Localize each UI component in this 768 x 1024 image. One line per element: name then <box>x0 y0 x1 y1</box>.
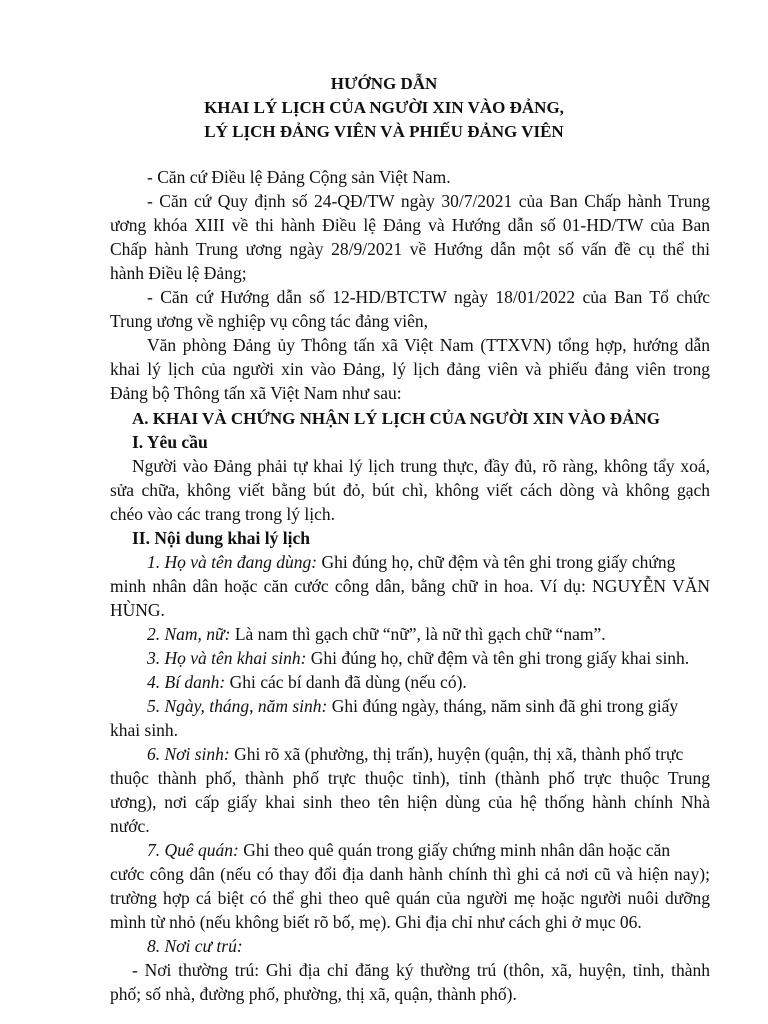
item-6-line: nước. <box>110 816 150 836</box>
item-5-text: Ghi đúng ngày, tháng, năm sinh đã ghi trong giấy <box>327 696 679 716</box>
item-6-line <box>147 742 683 766</box>
item-3-label: 3. Họ và tên khai sinh: <box>147 648 307 668</box>
item-8-label: 8. Nơi cư trú: <box>147 936 243 956</box>
item-2-line <box>147 622 606 646</box>
item-1-text: Ghi đúng họ, chữ đệm và tên ghi trong giấy chứng <box>317 552 676 572</box>
section-i-heading: I. Yêu cầu <box>132 432 208 452</box>
item-7-line <box>147 838 670 862</box>
item-4-text: Ghi các bí danh đã dùng (nếu có). <box>225 672 467 692</box>
intro-line: ương khóa XIII về thi hành Điều lệ Đảng và Hướng dẫn số 01-HD/TW của Ban <box>110 215 710 235</box>
item-6-text: Ghi rõ xã (phường, thị trấn), huyện (quận, thị xã, thành phố trực <box>229 744 684 764</box>
item-5-line: khai sinh. <box>110 720 179 740</box>
item-6-label: 6. Nơi sinh: <box>147 744 230 764</box>
item-6-line: ương), nơi cấp giấy khai sinh theo tên hiện dùng của hệ thống hành chính Nhà <box>110 792 710 812</box>
document-title-line-1: HƯỚNG DẪN <box>330 74 438 93</box>
item-1-line <box>147 550 675 574</box>
intro-line: Đảng bộ Thông tấn xã Việt Nam như sau: <box>110 383 402 403</box>
document-title-line-2: KHAI LÝ LỊCH CỦA NGƯỜI XIN VÀO ĐẢNG, <box>204 98 564 117</box>
section-ii-heading: II. Nội dung khai lý lịch <box>132 528 310 548</box>
item-4-label: 4. Bí danh: <box>147 672 226 692</box>
item-7-line: cước công dân (nếu có thay đổi địa danh hành chính thì ghi cả nơi cũ và hiện nay); <box>110 864 710 884</box>
item-7-line: trường hợp cá biệt có thể ghi theo quê quán của người mẹ hoặc người nuôi dưỡng <box>110 888 710 908</box>
item-2-label: 2. Nam, nữ: <box>147 624 231 644</box>
item-8-line: phố; số nhà, đường phố, phường, thị xã, quận, thành phố). <box>110 984 517 1004</box>
item-3-text: Ghi đúng họ, chữ đệm và tên ghi trong giấy khai sinh. <box>306 648 690 668</box>
item-4-line <box>147 670 467 694</box>
requirement-line: chéo vào các trang trong lý lịch. <box>110 504 335 524</box>
item-2-text: Là nam thì gạch chữ “nữ”, là nữ thì gạch chữ “nam”. <box>230 624 606 644</box>
item-8-line: - Nơi thường trú: Ghi địa chỉ đăng ký thường trú (thôn, xã, huyện, tỉnh, thành <box>132 960 710 980</box>
item-7-line: mình từ nhỏ (nếu không biết rõ bố, mẹ). Ghi địa chỉ như cách ghi ở mục 06. <box>110 912 642 932</box>
item-6-line: thuộc thành phố, thành phố trực thuộc tỉnh), tỉnh (thành phố trực thuộc Trung <box>110 768 710 788</box>
item-3-line <box>147 646 689 670</box>
intro-line: - Căn cứ Quy định số 24-QĐ/TW ngày 30/7/2021 của Ban Chấp hành Trung <box>147 191 710 211</box>
item-7-label: 7. Quê quán: <box>147 840 239 860</box>
intro-line: Trung ương về nghiệp vụ công tác đảng viên, <box>110 311 428 331</box>
requirement-line: Người vào Đảng phải tự khai lý lịch trung thực, đầy đủ, rõ ràng, không tẩy xoá, <box>132 456 710 476</box>
item-5-line <box>147 694 678 718</box>
item-1-line: minh nhân dân hoặc căn cước công dân, bằng chữ in hoa. Ví dụ: NGUYỄN VĂN <box>110 576 710 596</box>
item-1-label: 1. Họ và tên đang dùng: <box>147 552 318 572</box>
intro-line: hành Điều lệ Đảng; <box>110 263 247 283</box>
section-a-heading: A. KHAI VÀ CHỨNG NHẬN LÝ LỊCH CỦA NGƯỜI XIN VÀO ĐẢNG <box>132 409 660 428</box>
item-7-text: Ghi theo quê quán trong giấy chứng minh nhân dân hoặc căn <box>238 840 671 860</box>
intro-line: Chấp hành Trung ương ngày 28/9/2021 về Hướng dẫn một số vấn đề cụ thể thi <box>110 239 710 259</box>
item-1-line: HÙNG. <box>110 600 165 620</box>
document-title-line-3: LÝ LỊCH ĐẢNG VIÊN VÀ PHIẾU ĐẢNG VIÊN <box>204 122 564 141</box>
item-5-label: 5. Ngày, tháng, năm sinh: <box>147 696 328 716</box>
intro-line: khai lý lịch của người xin vào Đảng, lý lịch đảng viên và phiếu đảng viên trong <box>110 359 710 379</box>
intro-line: - Căn cứ Điều lệ Đảng Cộng sản Việt Nam. <box>147 167 451 187</box>
intro-line: - Căn cứ Hướng dẫn số 12-HD/BTCTW ngày 18/01/2022 của Ban Tổ chức <box>147 287 710 307</box>
intro-line: Văn phòng Đảng ủy Thông tấn xã Việt Nam (TTXVN) tổng hợp, hướng dẫn <box>147 335 710 355</box>
requirement-line: sửa chữa, không viết bằng bút đỏ, bút chì, không viết cách dòng và không gạch <box>110 480 710 500</box>
